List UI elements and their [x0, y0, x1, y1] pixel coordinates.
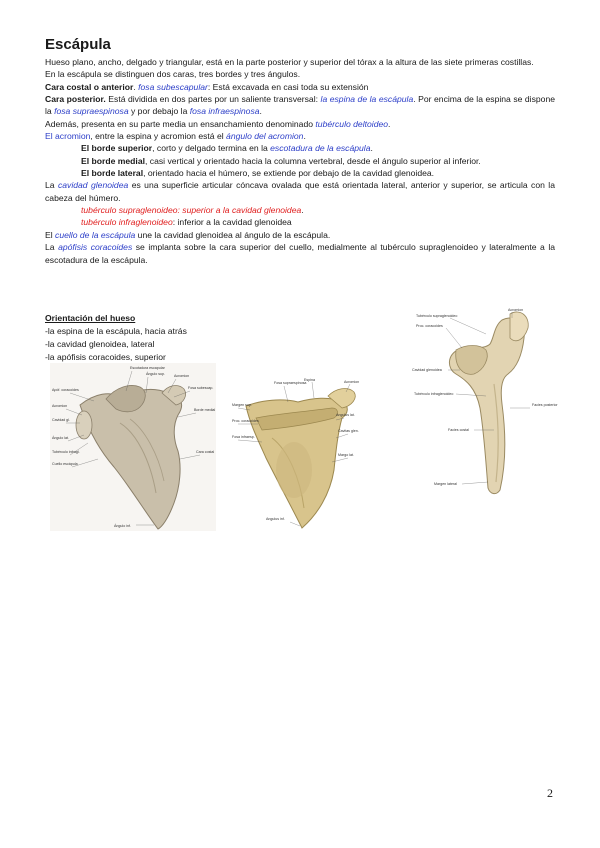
intro-paragraph-2 [45, 68, 555, 80]
cuello-start: El [45, 229, 56, 240]
label-margen-lateral: Margen lateral [434, 482, 457, 486]
svg-text:Fosa infraesp.: Fosa infraesp. [232, 435, 255, 439]
orientation-section [45, 312, 187, 364]
svg-text:Angulus lat.: Angulus lat. [336, 413, 355, 417]
svg-text:Fosa supraespinosa: Fosa supraespinosa [274, 381, 307, 385]
svg-text:Proc. coracoides: Proc. coracoides [232, 419, 259, 423]
term-acromion: El acromion [45, 131, 91, 142]
svg-text:Cavitas glen.: Cavitas glen. [338, 429, 359, 433]
posterior-text-2: . Por encima de la espina se dispone la [45, 94, 556, 117]
svg-text:Apóf. coracoides: Apóf. coracoides [52, 388, 79, 392]
orientation-item: -la cavidad glenoidea, lateral [45, 339, 155, 349]
posterior-paragraph [45, 93, 555, 118]
acromion-end: . [303, 131, 306, 142]
intro-line-1: Hueso plano, ancho, delgado y triangular, está en la parte posterior y superior del tórax a la altura de las siete primeras costillas. [45, 57, 534, 67]
borde-superior-end: . [370, 143, 373, 154]
glenoidea-text: es una superficie articular cóncava ovalada que está orientada lateral, anterior y superior, se articula con la cabeza del húmero. [45, 180, 555, 203]
costal-paragraph [45, 81, 555, 93]
coracoides-text: se implanta sobre la cara superior del cuello, medialmente al tubérculo supraglenoideo y lateralmente a la escotadura de la escápula. [45, 242, 556, 265]
label-facies-posterior: Facies posterior [532, 403, 558, 407]
glenoidea-paragraph [45, 179, 555, 204]
borde-lateral-text: , orientado hacia el húmero, se extiende por debajo de la cavidad glenoidea. [143, 168, 435, 179]
body-text [45, 56, 555, 266]
tuberculo-infra-text: : inferior a la cavidad glenoidea [172, 217, 292, 228]
term-espina: la espina de la escápula [320, 94, 414, 105]
scapula-anterior-illustration [50, 363, 216, 531]
intro-line-2: En la escápula se distinguen dos caras, tres bordes y tres ángulos. [45, 69, 301, 80]
svg-text:Ángulo inf.: Ángulo inf. [114, 524, 131, 528]
svg-text:Angulus inf.: Angulus inf. [266, 517, 285, 521]
posterior-text-3: y por debajo la [128, 106, 190, 117]
svg-text:Cavidad gl.: Cavidad gl. [52, 418, 70, 422]
figure-scapula-lateral [390, 304, 570, 504]
label-cavidad-glenoidea: Cavidad glenoidea [412, 368, 442, 372]
label-acromion: Acromion [508, 308, 524, 312]
tuberculo-supra-text: : superior a la cavidad glenoidea [177, 205, 302, 216]
orientation-item: -la apófisis coracoides, superior [45, 352, 166, 362]
ademas-text: Además, presenta en su parte media un ensanchamiento denominado [45, 118, 316, 129]
svg-text:Fosa subescap.: Fosa subescap. [188, 386, 214, 390]
coracoides-paragraph [45, 241, 555, 266]
svg-text:Ángulo lat.: Ángulo lat. [52, 436, 69, 440]
ademas-paragraph [45, 118, 555, 130]
svg-text:Cara costal: Cara costal [196, 450, 215, 454]
borde-medial-label: El borde medial [81, 155, 145, 166]
svg-text:Ángulo sup.: Ángulo sup. [146, 372, 165, 376]
costal-sep: . [133, 81, 139, 92]
term-cavidad-glenoidea: cavidad glenoidea [57, 180, 129, 191]
glenoidea-start: La [45, 180, 58, 191]
cuello-text: une la cavidad glenoidea al ángulo de la escápula. [135, 229, 331, 240]
svg-text:Margen sup.: Margen sup. [232, 403, 252, 407]
svg-text:Espina: Espina [304, 378, 315, 382]
svg-text:Margo lat.: Margo lat. [338, 453, 354, 457]
borde-superior-label: El borde superior [81, 143, 153, 154]
borde-superior-text: , corto y delgado termina en la [152, 143, 271, 154]
label-tuberculo-infraglenoideo: Tubérculo infraglenoideo [414, 392, 454, 396]
orientation-heading: Orientación del hueso [45, 313, 136, 323]
posterior-text-4: . [259, 106, 262, 117]
term-apofisis-coracoides: apófisis coracoides [58, 242, 133, 253]
borde-medial-text: , casi vertical y orientado hacia la columna vertebral, desde el ángulo superior al inferior. [145, 155, 481, 166]
term-fosa-infraespinosa: fosa infraespinosa [189, 106, 260, 117]
figure-scapula-anterior [50, 363, 216, 531]
svg-text:Acromion: Acromion [344, 380, 360, 384]
term-fosa-subescapular: fosa subescapular [138, 81, 208, 92]
svg-text:Escotadura escapular: Escotadura escapular [130, 366, 165, 370]
page-number: 2 [547, 786, 553, 800]
tuberculo-supra-end: . [301, 205, 304, 216]
svg-text:Borde medial: Borde medial [194, 408, 216, 412]
coracoides-start: La [45, 242, 59, 253]
borde-superior-paragraph [45, 142, 555, 154]
posterior-text-1: Está dividida en dos partes por un saliente transversal: [105, 94, 321, 105]
borde-medial-paragraph [45, 155, 555, 167]
term-tuberculo-deltoideo: tubérculo deltoideo [315, 118, 389, 129]
label-proc-coracoides: Proc. coracoides [416, 324, 443, 328]
term-angulo-acromion: ángulo del acromion [226, 131, 304, 142]
term-tuberculo-infraglenoideo: tubérculo infraglenoideo [81, 217, 173, 228]
cuello-paragraph [45, 229, 555, 241]
borde-lateral-paragraph [45, 167, 555, 179]
term-fosa-supraespinosa: fosa supraespinosa [54, 106, 129, 117]
intro-paragraph [45, 56, 555, 68]
scapula-lateral-illustration [390, 304, 570, 504]
acromion-text: , entre la espina y acromion está el [90, 131, 227, 142]
term-tuberculo-supraglenoideo: tubérculo supraglenoideo [81, 205, 178, 216]
costal-label: Cara costal o anterior [45, 81, 134, 92]
tuberculo-supra-paragraph [45, 204, 555, 216]
borde-lateral-label: El borde lateral [81, 168, 144, 179]
label-facies-costal: Facies costal [448, 428, 469, 432]
costal-text: : Está excavada en casi toda su extensión [207, 81, 369, 92]
ademas-end: . [388, 118, 391, 129]
tuberculo-infra-paragraph [45, 216, 555, 228]
orientation-item: -la espina de la escápula, hacia atrás [45, 326, 187, 336]
term-escotadura: escotadura de la escápula [270, 143, 371, 154]
figure-scapula-posterior [232, 378, 370, 530]
term-cuello: cuello de la escápula [55, 229, 136, 240]
scapula-posterior-illustration [232, 378, 370, 530]
label-tuberculo-supraglenoideo: Tubérculo supraglenoideo [416, 314, 458, 318]
page-title: Escápula [45, 36, 111, 53]
posterior-label: Cara posterior. [45, 94, 106, 105]
svg-text:Tubérculo infragl.: Tubérculo infragl. [52, 450, 80, 454]
svg-text:Acromion: Acromion [174, 374, 190, 378]
svg-text:Cuello escápula: Cuello escápula [52, 462, 78, 466]
svg-text:Acromion: Acromion [52, 404, 68, 408]
acromion-paragraph [45, 130, 555, 142]
